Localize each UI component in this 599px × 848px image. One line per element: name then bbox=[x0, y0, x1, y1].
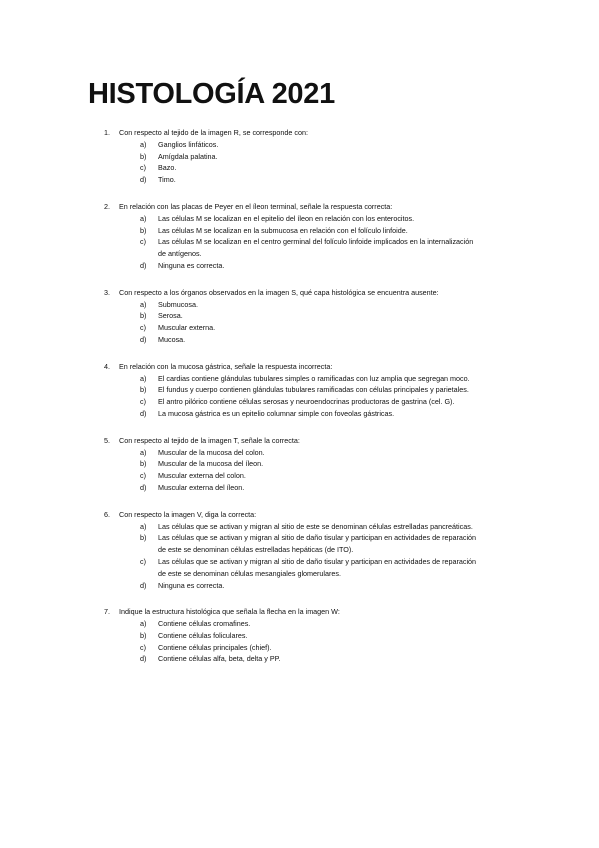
question-text: En relación con la mucosa gástrica, señale la respuesta incorrecta: bbox=[119, 361, 333, 371]
option-text: Amígdala palatina. bbox=[158, 151, 218, 161]
option-d bbox=[0, 174, 599, 186]
option-a bbox=[0, 447, 599, 459]
option-a bbox=[0, 299, 599, 311]
option-letter: b) bbox=[140, 225, 147, 235]
option-b bbox=[0, 310, 599, 322]
option-letter: d) bbox=[140, 260, 147, 270]
option-text: Mucosa. bbox=[158, 334, 186, 344]
option-text: Contiene células foliculares. bbox=[158, 630, 248, 640]
question-text: Indique la estructura histológica que señala la flecha en la imagen W: bbox=[119, 607, 340, 617]
option-text: Bazo. bbox=[158, 163, 177, 173]
option-letter: d) bbox=[140, 334, 147, 344]
option-letter: d) bbox=[140, 580, 147, 590]
question-1 bbox=[0, 127, 599, 186]
option-d bbox=[0, 653, 599, 665]
option-a bbox=[0, 521, 599, 533]
option-text: Muscular de la mucosa del íleon. bbox=[158, 459, 264, 469]
option-a bbox=[0, 618, 599, 630]
option-d bbox=[0, 482, 599, 494]
option-letter: b) bbox=[140, 151, 147, 161]
option-letter: b) bbox=[140, 385, 147, 395]
option-text: Muscular externa del colon. bbox=[158, 471, 246, 481]
option-c bbox=[0, 236, 599, 260]
option-letter: a) bbox=[140, 373, 147, 383]
page-title: HISTOLOGÍA 2021 bbox=[88, 78, 335, 110]
option-a bbox=[0, 373, 599, 385]
option-text: Contiene células alfa, beta, delta y PP. bbox=[158, 654, 281, 664]
question-number: 4. bbox=[104, 361, 110, 371]
option-b bbox=[0, 458, 599, 470]
option-letter: b) bbox=[140, 630, 147, 640]
question-number: 5. bbox=[104, 435, 110, 445]
option-letter: c) bbox=[140, 397, 146, 407]
question-number: 2. bbox=[104, 201, 110, 211]
option-text: El fundus y cuerpo contienen glándulas tubulares ramificadas con células principales y parietales. bbox=[158, 385, 469, 395]
option-text: Ninguna es correcta. bbox=[158, 580, 225, 590]
option-b bbox=[0, 225, 599, 237]
option-b bbox=[0, 630, 599, 642]
option-letter: d) bbox=[140, 175, 147, 185]
option-letter: d) bbox=[140, 654, 147, 664]
question-text: En relación con las placas de Peyer en el íleon terminal, señale la respuesta correcta: bbox=[119, 201, 393, 211]
option-letter: d) bbox=[140, 482, 147, 492]
option-letter: b) bbox=[140, 533, 147, 543]
question-text: Con respecto a los órganos observados en la imagen S, qué capa histológica se encuentra ausente: bbox=[119, 287, 439, 297]
option-c bbox=[0, 556, 599, 580]
question-text: Con respecto al tejido de la imagen R, se corresponde con: bbox=[119, 128, 308, 137]
option-letter: b) bbox=[140, 311, 147, 321]
option-letter: a) bbox=[140, 299, 147, 309]
option-a bbox=[0, 139, 599, 151]
option-text: Contiene células cromafines. bbox=[158, 619, 251, 629]
option-text: Submucosa. bbox=[158, 299, 198, 309]
option-c bbox=[0, 396, 599, 408]
question-2 bbox=[0, 201, 599, 272]
option-letter: a) bbox=[140, 447, 147, 457]
question-4 bbox=[0, 361, 599, 420]
option-letter: c) bbox=[140, 556, 146, 566]
option-letter: b) bbox=[140, 459, 147, 469]
option-text: Timo. bbox=[158, 175, 176, 185]
option-d bbox=[0, 580, 599, 592]
option-text: Ninguna es correcta. bbox=[158, 260, 225, 270]
option-text: Muscular externa del íleon. bbox=[158, 482, 245, 492]
option-text: Las células M se localizan en el epitelio del íleon en relación con los enterocitos. bbox=[158, 213, 415, 223]
option-text: Las células M se localizan en la submucosa en relación con el folículo linfoide. bbox=[158, 225, 408, 235]
option-text: Ganglios linfáticos. bbox=[158, 139, 219, 149]
option-letter: a) bbox=[140, 139, 147, 149]
option-c bbox=[0, 162, 599, 174]
option-c bbox=[0, 470, 599, 482]
option-text: El antro pilórico contiene células serosas y neuroendocrinas productoras de gastrina (cel. G). bbox=[158, 397, 455, 407]
option-text: Las células que se activan y migran al sitio de daño tisular y participan en actividades de reparación de este se denominan células mesangiales glomerulares. bbox=[158, 556, 477, 578]
option-text: Serosa. bbox=[158, 311, 183, 321]
option-letter: a) bbox=[140, 619, 147, 629]
option-letter: c) bbox=[140, 237, 146, 247]
question-3 bbox=[0, 287, 599, 346]
option-text: La mucosa gástrica es un epitelio columnar simple con foveolas gástricas. bbox=[158, 408, 395, 418]
option-text: El cardias contiene glándulas tubulares simples o ramificadas con luz amplia que segregan moco. bbox=[158, 373, 470, 383]
option-c bbox=[0, 642, 599, 654]
option-a bbox=[0, 213, 599, 225]
option-c bbox=[0, 322, 599, 334]
option-d bbox=[0, 260, 599, 272]
option-b bbox=[0, 532, 599, 556]
option-letter: c) bbox=[140, 323, 146, 333]
option-b bbox=[0, 151, 599, 163]
question-text: Con respecto al tejido de la imagen T, señale la correcta: bbox=[119, 435, 300, 445]
question-number: 7. bbox=[104, 607, 110, 617]
option-d bbox=[0, 408, 599, 420]
option-text: Las células que se activan y migran al sitio de este se denominan células estrelladas pancreáticas. bbox=[158, 521, 473, 531]
option-letter: c) bbox=[140, 163, 146, 173]
option-letter: a) bbox=[140, 521, 147, 531]
option-text: Muscular de la mucosa del colon. bbox=[158, 447, 265, 457]
option-letter: c) bbox=[140, 642, 146, 652]
option-b bbox=[0, 384, 599, 396]
option-text: Las células M se localizan en el centro germinal del folículo linfoide implicados en la internalización de antígenos. bbox=[158, 237, 474, 259]
option-letter: a) bbox=[140, 213, 147, 223]
question-5 bbox=[0, 435, 599, 494]
question-number: 3. bbox=[104, 287, 110, 297]
question-6 bbox=[0, 509, 599, 592]
question-number: 6. bbox=[104, 509, 110, 519]
question-7 bbox=[0, 606, 599, 665]
question-list bbox=[0, 127, 599, 680]
question-text: Con respecto la imagen V, diga la correcta: bbox=[119, 509, 257, 519]
option-text: Contiene células principales (chief). bbox=[158, 642, 272, 652]
question-number: 1. bbox=[104, 128, 110, 137]
option-text: Muscular externa. bbox=[158, 323, 216, 333]
option-letter: d) bbox=[140, 408, 147, 418]
option-d bbox=[0, 334, 599, 346]
option-text: Las células que se activan y migran al sitio de daño tisular y participan en actividades de reparación de este se denominan células estrelladas hepáticas (de ITO). bbox=[158, 533, 477, 555]
option-letter: c) bbox=[140, 471, 146, 481]
